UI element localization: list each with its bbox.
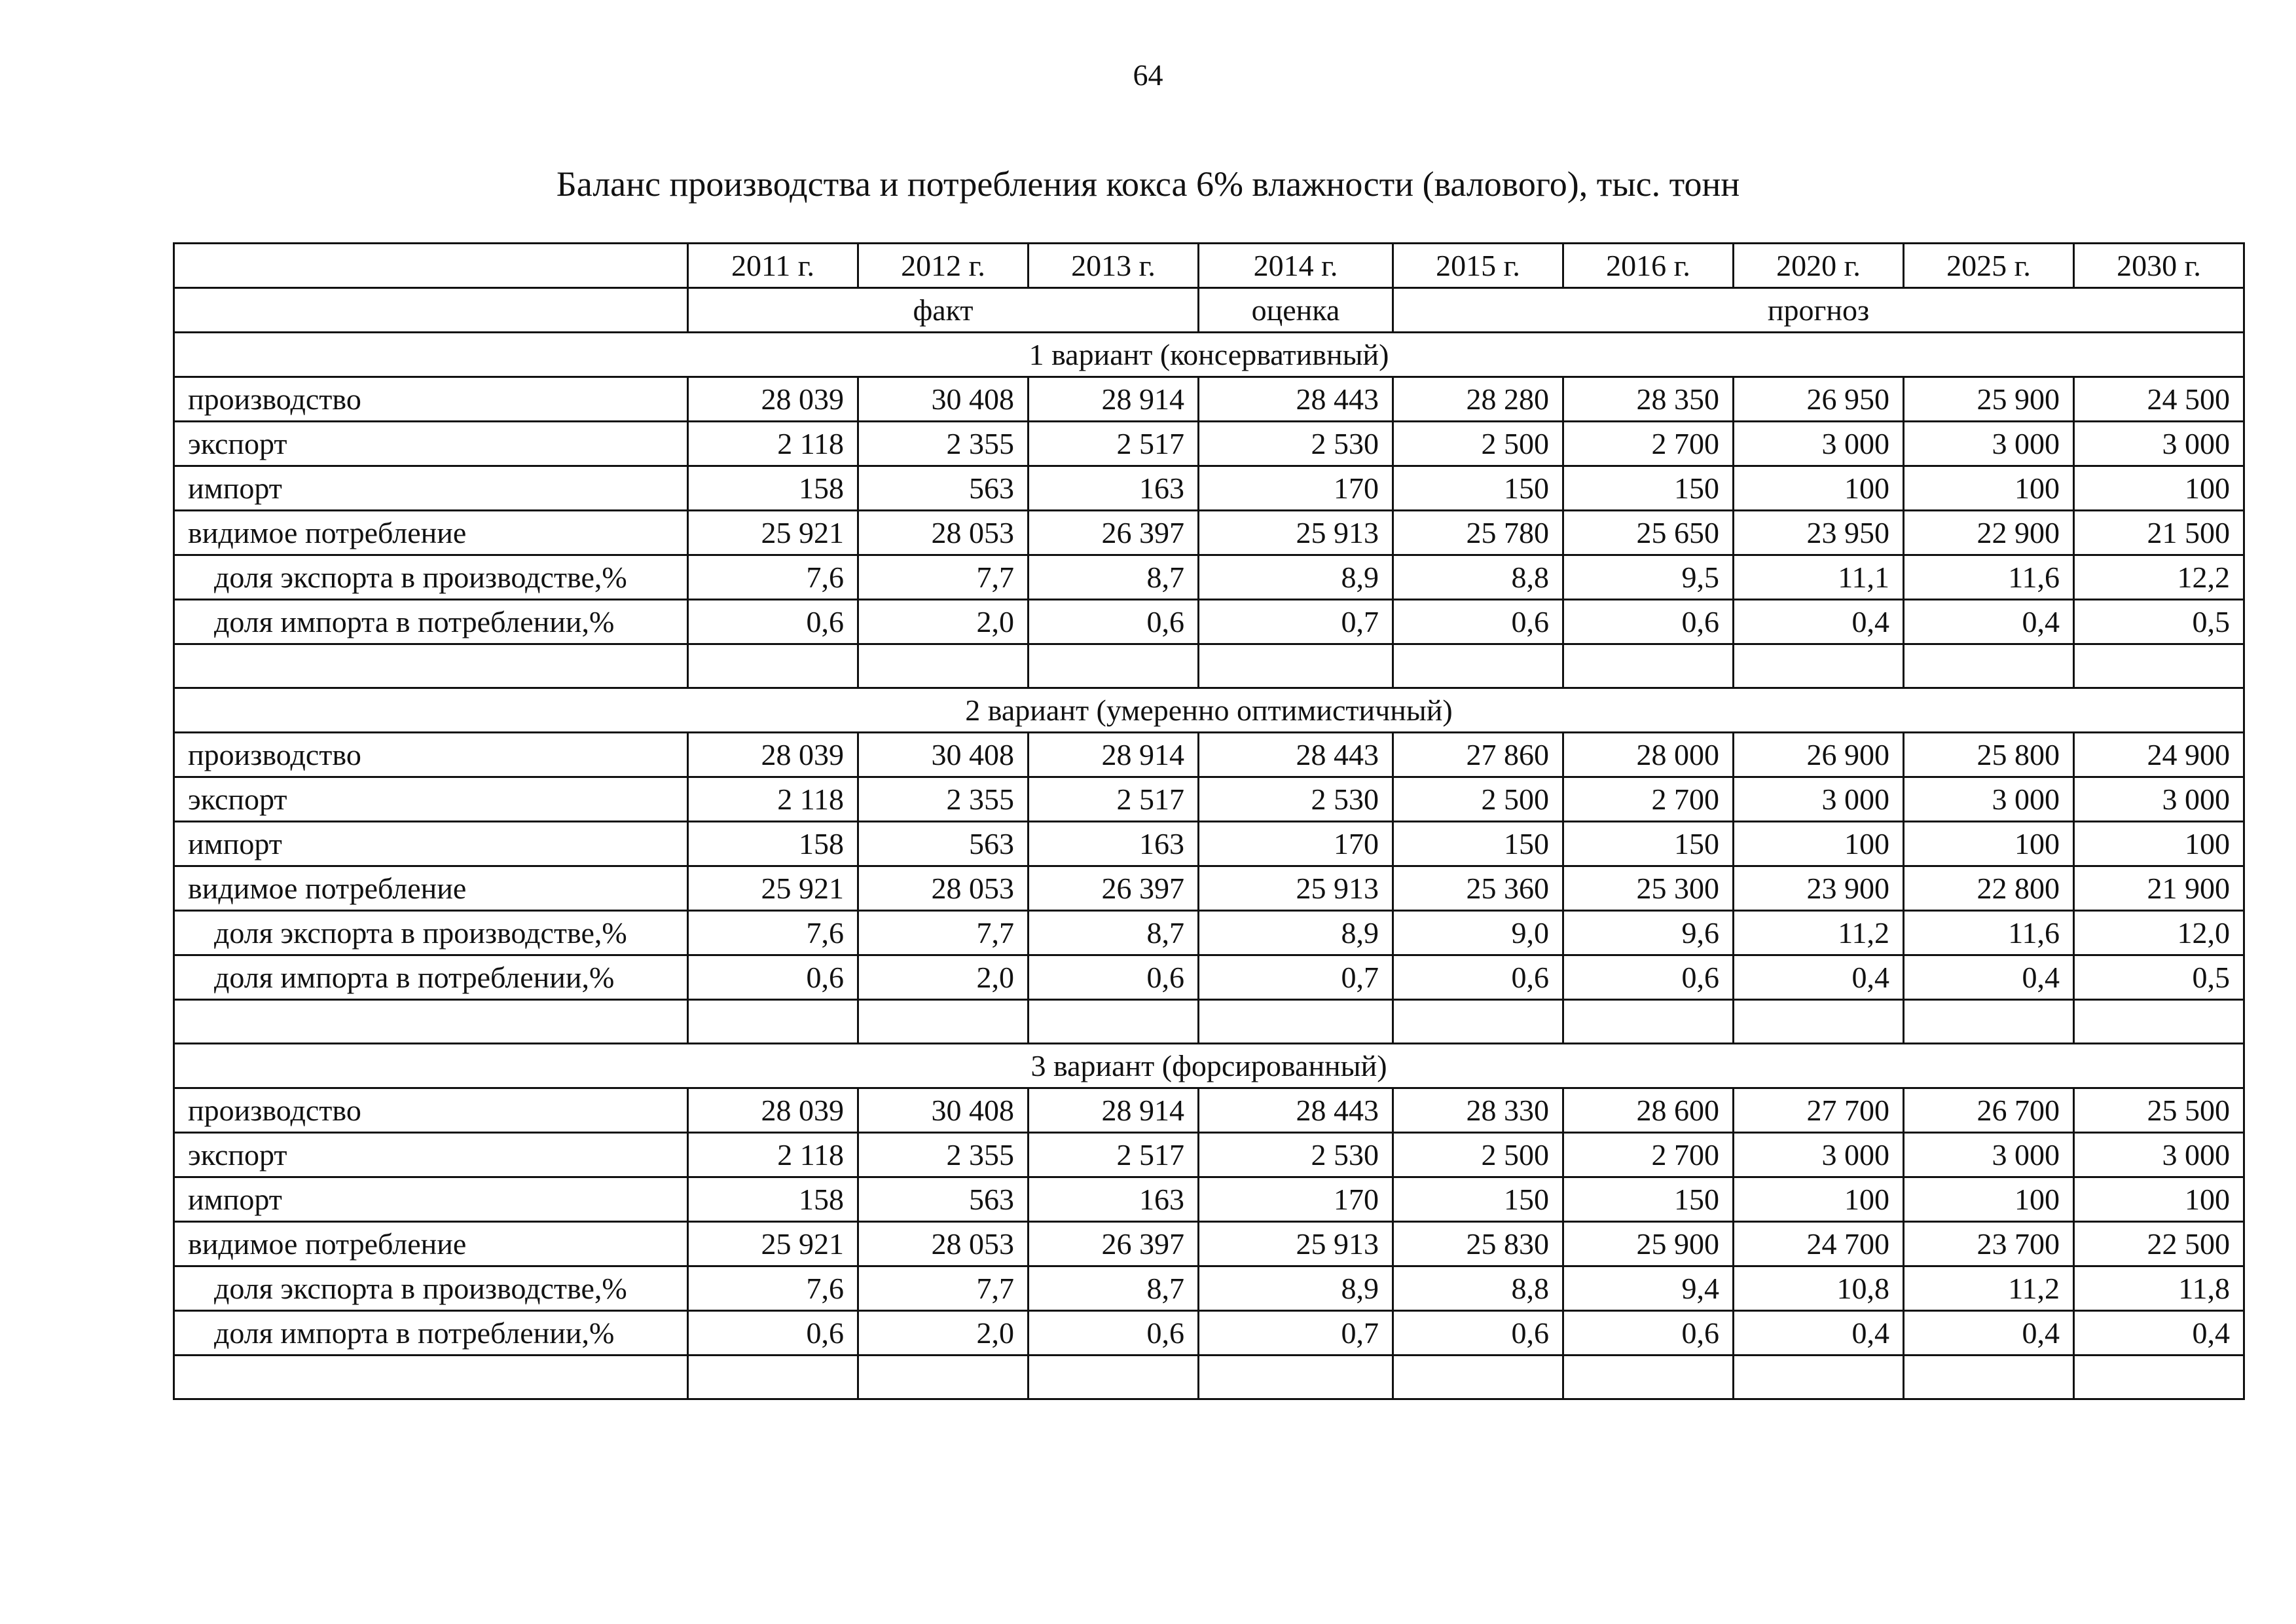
value-cell: 170 bbox=[1199, 1177, 1393, 1222]
value-cell: 26 950 bbox=[1734, 377, 1904, 422]
empty-cell bbox=[688, 1000, 858, 1044]
value-cell: 100 bbox=[2074, 1177, 2244, 1222]
empty-cell bbox=[1029, 1356, 1199, 1399]
value-cell: 28 350 bbox=[1563, 377, 1734, 422]
value-cell: 7,6 bbox=[688, 555, 858, 600]
value-cell: 150 bbox=[1563, 822, 1734, 866]
empty-cell bbox=[1904, 1000, 2074, 1044]
period-corner-cell bbox=[174, 288, 688, 333]
value-cell: 21 900 bbox=[2074, 866, 2244, 911]
value-cell: 2 500 bbox=[1393, 1133, 1563, 1177]
value-cell: 2 530 bbox=[1199, 1133, 1393, 1177]
value-cell: 28 443 bbox=[1199, 733, 1393, 777]
variant-title-row bbox=[174, 688, 2244, 733]
value-cell: 28 600 bbox=[1563, 1088, 1734, 1133]
value-cell: 2 118 bbox=[688, 422, 858, 466]
value-cell: 163 bbox=[1029, 1177, 1199, 1222]
table-row bbox=[174, 866, 2244, 911]
row-label: видимое потребление bbox=[174, 866, 688, 911]
empty-cell bbox=[1734, 1000, 1904, 1044]
year-header: 2014 г. bbox=[1199, 244, 1393, 288]
year-header-row bbox=[174, 244, 2244, 288]
value-cell: 0,4 bbox=[1734, 1311, 1904, 1356]
value-cell: 0,6 bbox=[1563, 1311, 1734, 1356]
value-cell: 25 913 bbox=[1199, 1222, 1393, 1266]
year-header: 2012 г. bbox=[858, 244, 1029, 288]
value-cell: 3 000 bbox=[2074, 777, 2244, 822]
value-cell: 11,2 bbox=[1904, 1266, 2074, 1311]
value-cell: 0,7 bbox=[1199, 600, 1393, 644]
value-cell: 0,5 bbox=[2074, 600, 2244, 644]
value-cell: 28 039 bbox=[688, 1088, 858, 1133]
row-label: импорт bbox=[174, 1177, 688, 1222]
value-cell: 23 700 bbox=[1904, 1222, 2074, 1266]
value-cell: 8,9 bbox=[1199, 911, 1393, 955]
value-cell: 9,5 bbox=[1563, 555, 1734, 600]
value-cell: 3 000 bbox=[1734, 777, 1904, 822]
value-cell: 28 039 bbox=[688, 377, 858, 422]
value-cell: 0,6 bbox=[1029, 600, 1199, 644]
value-cell: 0,6 bbox=[1393, 1311, 1563, 1356]
value-cell: 28 053 bbox=[858, 866, 1029, 911]
value-cell: 2 700 bbox=[1563, 1133, 1734, 1177]
empty-cell bbox=[1029, 644, 1199, 688]
value-cell: 26 397 bbox=[1029, 511, 1199, 555]
value-cell: 25 300 bbox=[1563, 866, 1734, 911]
value-cell: 30 408 bbox=[858, 377, 1029, 422]
value-cell: 22 900 bbox=[1904, 511, 2074, 555]
value-cell: 28 914 bbox=[1029, 1088, 1199, 1133]
table-row bbox=[174, 733, 2244, 777]
value-cell: 24 500 bbox=[2074, 377, 2244, 422]
table-row bbox=[174, 600, 2244, 644]
table-row bbox=[174, 1133, 2244, 1177]
value-cell: 2 355 bbox=[858, 422, 1029, 466]
table-row bbox=[174, 1311, 2244, 1356]
value-cell: 0,4 bbox=[1734, 600, 1904, 644]
table-row bbox=[174, 511, 2244, 555]
value-cell: 25 780 bbox=[1393, 511, 1563, 555]
year-header: 2020 г. bbox=[1734, 244, 1904, 288]
value-cell: 8,8 bbox=[1393, 555, 1563, 600]
period-estimate: оценка bbox=[1199, 288, 1393, 333]
value-cell: 3 000 bbox=[2074, 1133, 2244, 1177]
row-label: видимое потребление bbox=[174, 511, 688, 555]
value-cell: 0,7 bbox=[1199, 1311, 1393, 1356]
value-cell: 8,9 bbox=[1199, 555, 1393, 600]
variant-title-row bbox=[174, 333, 2244, 377]
value-cell: 11,6 bbox=[1904, 555, 2074, 600]
value-cell: 8,7 bbox=[1029, 1266, 1199, 1311]
value-cell: 7,7 bbox=[858, 911, 1029, 955]
value-cell: 28 280 bbox=[1393, 377, 1563, 422]
value-cell: 23 950 bbox=[1734, 511, 1904, 555]
value-cell: 25 921 bbox=[688, 866, 858, 911]
empty-cell bbox=[1563, 1356, 1734, 1399]
value-cell: 11,6 bbox=[1904, 911, 2074, 955]
value-cell: 8,8 bbox=[1393, 1266, 1563, 1311]
year-header: 2013 г. bbox=[1029, 244, 1199, 288]
value-cell: 0,6 bbox=[1393, 600, 1563, 644]
row-label: видимое потребление bbox=[174, 1222, 688, 1266]
value-cell: 9,6 bbox=[1563, 911, 1734, 955]
value-cell: 563 bbox=[858, 466, 1029, 511]
value-cell: 2 355 bbox=[858, 777, 1029, 822]
value-cell: 0,7 bbox=[1199, 955, 1393, 1000]
table-row bbox=[174, 955, 2244, 1000]
row-label: доля импорта в потреблении,% bbox=[174, 955, 688, 1000]
value-cell: 28 443 bbox=[1199, 377, 1393, 422]
value-cell: 30 408 bbox=[858, 733, 1029, 777]
row-label: доля импорта в потреблении,% bbox=[174, 600, 688, 644]
table-row bbox=[174, 466, 2244, 511]
year-header: 2025 г. bbox=[1904, 244, 2074, 288]
period-forecast: прогноз bbox=[1393, 288, 2244, 333]
table-row bbox=[174, 777, 2244, 822]
row-label: доля экспорта в производстве,% bbox=[174, 911, 688, 955]
empty-cell bbox=[1029, 1000, 1199, 1044]
empty-cell bbox=[1734, 1356, 1904, 1399]
variant-title: 1 вариант (консервативный) bbox=[174, 333, 2244, 377]
empty-cell bbox=[688, 644, 858, 688]
year-header: 2015 г. bbox=[1393, 244, 1563, 288]
table-row bbox=[174, 1266, 2244, 1311]
empty-cell bbox=[1904, 1356, 2074, 1399]
spacer-row bbox=[174, 1356, 2244, 1399]
value-cell: 3 000 bbox=[1734, 1133, 1904, 1177]
empty-cell bbox=[2074, 1000, 2244, 1044]
value-cell: 24 700 bbox=[1734, 1222, 1904, 1266]
row-label: доля экспорта в производстве,% bbox=[174, 555, 688, 600]
document-title: Баланс производства и потребления кокса 6% влажности (валового), тыс. тонн bbox=[556, 164, 1740, 204]
value-cell: 3 000 bbox=[1904, 422, 2074, 466]
value-cell: 2 517 bbox=[1029, 422, 1199, 466]
value-cell: 0,6 bbox=[1563, 600, 1734, 644]
value-cell: 2 500 bbox=[1393, 777, 1563, 822]
value-cell: 563 bbox=[858, 822, 1029, 866]
value-cell: 100 bbox=[2074, 822, 2244, 866]
value-cell: 100 bbox=[1734, 466, 1904, 511]
value-cell: 2 530 bbox=[1199, 777, 1393, 822]
value-cell: 28 000 bbox=[1563, 733, 1734, 777]
value-cell: 9,4 bbox=[1563, 1266, 1734, 1311]
empty-cell bbox=[1393, 644, 1563, 688]
value-cell: 25 921 bbox=[688, 511, 858, 555]
value-cell: 563 bbox=[858, 1177, 1029, 1222]
value-cell: 2,0 bbox=[858, 600, 1029, 644]
empty-cell bbox=[1199, 1000, 1393, 1044]
value-cell: 2 118 bbox=[688, 1133, 858, 1177]
value-cell: 21 500 bbox=[2074, 511, 2244, 555]
table-row bbox=[174, 422, 2244, 466]
value-cell: 0,6 bbox=[688, 955, 858, 1000]
value-cell: 158 bbox=[688, 822, 858, 866]
value-cell: 2 355 bbox=[858, 1133, 1029, 1177]
value-cell: 7,7 bbox=[858, 1266, 1029, 1311]
value-cell: 2,0 bbox=[858, 1311, 1029, 1356]
value-cell: 11,1 bbox=[1734, 555, 1904, 600]
value-cell: 158 bbox=[688, 1177, 858, 1222]
value-cell: 3 000 bbox=[1734, 422, 1904, 466]
value-cell: 150 bbox=[1393, 466, 1563, 511]
value-cell: 25 913 bbox=[1199, 511, 1393, 555]
empty-cell bbox=[688, 1356, 858, 1399]
empty-cell bbox=[1393, 1356, 1563, 1399]
value-cell: 25 650 bbox=[1563, 511, 1734, 555]
value-cell: 25 900 bbox=[1563, 1222, 1734, 1266]
value-cell: 25 500 bbox=[2074, 1088, 2244, 1133]
table-row bbox=[174, 1222, 2244, 1266]
value-cell: 2 500 bbox=[1393, 422, 1563, 466]
value-cell: 25 913 bbox=[1199, 866, 1393, 911]
value-cell: 28 443 bbox=[1199, 1088, 1393, 1133]
value-cell: 158 bbox=[688, 466, 858, 511]
value-cell: 11,2 bbox=[1734, 911, 1904, 955]
value-cell: 28 914 bbox=[1029, 733, 1199, 777]
row-label: импорт bbox=[174, 466, 688, 511]
variants-body bbox=[174, 333, 2244, 1399]
variant-title: 3 вариант (форсированный) bbox=[174, 1044, 2244, 1088]
row-label: импорт bbox=[174, 822, 688, 866]
row-label: производство bbox=[174, 733, 688, 777]
value-cell: 22 800 bbox=[1904, 866, 2074, 911]
value-cell: 3 000 bbox=[2074, 422, 2244, 466]
table-row bbox=[174, 822, 2244, 866]
value-cell: 11,8 bbox=[2074, 1266, 2244, 1311]
value-cell: 100 bbox=[1734, 822, 1904, 866]
row-label: экспорт bbox=[174, 422, 688, 466]
value-cell: 2 118 bbox=[688, 777, 858, 822]
value-cell: 0,6 bbox=[1029, 955, 1199, 1000]
value-cell: 163 bbox=[1029, 822, 1199, 866]
value-cell: 7,6 bbox=[688, 911, 858, 955]
value-cell: 2 700 bbox=[1563, 422, 1734, 466]
value-cell: 3 000 bbox=[1904, 777, 2074, 822]
empty-cell bbox=[858, 1356, 1029, 1399]
empty-cell bbox=[1199, 1356, 1393, 1399]
variant-title-row bbox=[174, 1044, 2244, 1088]
value-cell: 28 053 bbox=[858, 1222, 1029, 1266]
empty-cell bbox=[1393, 1000, 1563, 1044]
value-cell: 0,4 bbox=[1904, 1311, 2074, 1356]
value-cell: 0,6 bbox=[1029, 1311, 1199, 1356]
value-cell: 0,6 bbox=[688, 1311, 858, 1356]
row-label: производство bbox=[174, 377, 688, 422]
value-cell: 100 bbox=[1904, 822, 2074, 866]
value-cell: 100 bbox=[1904, 1177, 2074, 1222]
value-cell: 9,0 bbox=[1393, 911, 1563, 955]
value-cell: 26 700 bbox=[1904, 1088, 2074, 1133]
value-cell: 25 360 bbox=[1393, 866, 1563, 911]
value-cell: 150 bbox=[1563, 466, 1734, 511]
year-header: 2030 г. bbox=[2074, 244, 2244, 288]
value-cell: 0,6 bbox=[688, 600, 858, 644]
value-cell: 150 bbox=[1393, 822, 1563, 866]
table-row bbox=[174, 377, 2244, 422]
empty-cell bbox=[1563, 644, 1734, 688]
value-cell: 27 860 bbox=[1393, 733, 1563, 777]
row-label: экспорт bbox=[174, 777, 688, 822]
value-cell: 25 921 bbox=[688, 1222, 858, 1266]
empty-cell bbox=[1563, 1000, 1734, 1044]
value-cell: 2 700 bbox=[1563, 777, 1734, 822]
value-cell: 150 bbox=[1393, 1177, 1563, 1222]
value-cell: 10,8 bbox=[1734, 1266, 1904, 1311]
spacer-row bbox=[174, 1000, 2244, 1044]
value-cell: 3 000 bbox=[1904, 1133, 2074, 1177]
value-cell: 25 830 bbox=[1393, 1222, 1563, 1266]
value-cell: 2,0 bbox=[858, 955, 1029, 1000]
value-cell: 28 039 bbox=[688, 733, 858, 777]
row-label: доля экспорта в производстве,% bbox=[174, 1266, 688, 1311]
value-cell: 25 800 bbox=[1904, 733, 2074, 777]
value-cell: 24 900 bbox=[2074, 733, 2244, 777]
value-cell: 100 bbox=[2074, 466, 2244, 511]
value-cell: 170 bbox=[1199, 822, 1393, 866]
period-fact: факт bbox=[688, 288, 1199, 333]
value-cell: 100 bbox=[1734, 1177, 1904, 1222]
value-cell: 28 330 bbox=[1393, 1088, 1563, 1133]
value-cell: 2 517 bbox=[1029, 1133, 1199, 1177]
value-cell: 0,4 bbox=[1734, 955, 1904, 1000]
value-cell: 150 bbox=[1563, 1177, 1734, 1222]
header-corner-cell bbox=[174, 244, 688, 288]
value-cell: 30 408 bbox=[858, 1088, 1029, 1133]
value-cell: 12,2 bbox=[2074, 555, 2244, 600]
variant-title: 2 вариант (умеренно оптимистичный) bbox=[174, 688, 2244, 733]
value-cell: 8,7 bbox=[1029, 911, 1199, 955]
empty-cell bbox=[174, 1356, 688, 1399]
value-cell: 12,0 bbox=[2074, 911, 2244, 955]
empty-cell bbox=[2074, 1356, 2244, 1399]
empty-cell bbox=[858, 1000, 1029, 1044]
value-cell: 22 500 bbox=[2074, 1222, 2244, 1266]
value-cell: 163 bbox=[1029, 466, 1199, 511]
value-cell: 100 bbox=[1904, 466, 2074, 511]
value-cell: 26 397 bbox=[1029, 1222, 1199, 1266]
empty-cell bbox=[1904, 644, 2074, 688]
table-row bbox=[174, 1088, 2244, 1133]
page-number: 64 bbox=[1133, 58, 1163, 92]
balance-table bbox=[173, 242, 2245, 1400]
empty-cell bbox=[858, 644, 1029, 688]
value-cell: 23 900 bbox=[1734, 866, 1904, 911]
table-row bbox=[174, 911, 2244, 955]
value-cell: 26 397 bbox=[1029, 866, 1199, 911]
row-label: производство bbox=[174, 1088, 688, 1133]
value-cell: 7,7 bbox=[858, 555, 1029, 600]
row-label: экспорт bbox=[174, 1133, 688, 1177]
value-cell: 25 900 bbox=[1904, 377, 2074, 422]
value-cell: 28 053 bbox=[858, 511, 1029, 555]
value-cell: 0,4 bbox=[1904, 600, 2074, 644]
empty-cell bbox=[1199, 644, 1393, 688]
value-cell: 7,6 bbox=[688, 1266, 858, 1311]
value-cell: 27 700 bbox=[1734, 1088, 1904, 1133]
year-header: 2011 г. bbox=[688, 244, 858, 288]
empty-cell bbox=[174, 644, 688, 688]
table-row bbox=[174, 1177, 2244, 1222]
value-cell: 170 bbox=[1199, 466, 1393, 511]
spacer-row bbox=[174, 644, 2244, 688]
value-cell: 8,9 bbox=[1199, 1266, 1393, 1311]
value-cell: 0,6 bbox=[1393, 955, 1563, 1000]
value-cell: 28 914 bbox=[1029, 377, 1199, 422]
empty-cell bbox=[1734, 644, 1904, 688]
table-row bbox=[174, 555, 2244, 600]
empty-cell bbox=[2074, 644, 2244, 688]
empty-cell bbox=[174, 1000, 688, 1044]
value-cell: 0,4 bbox=[2074, 1311, 2244, 1356]
year-header: 2016 г. bbox=[1563, 244, 1734, 288]
value-cell: 0,6 bbox=[1563, 955, 1734, 1000]
value-cell: 2 517 bbox=[1029, 777, 1199, 822]
value-cell: 2 530 bbox=[1199, 422, 1393, 466]
period-header-row bbox=[174, 288, 2244, 333]
value-cell: 0,5 bbox=[2074, 955, 2244, 1000]
row-label: доля импорта в потреблении,% bbox=[174, 1311, 688, 1356]
value-cell: 26 900 bbox=[1734, 733, 1904, 777]
value-cell: 0,4 bbox=[1904, 955, 2074, 1000]
value-cell: 8,7 bbox=[1029, 555, 1199, 600]
